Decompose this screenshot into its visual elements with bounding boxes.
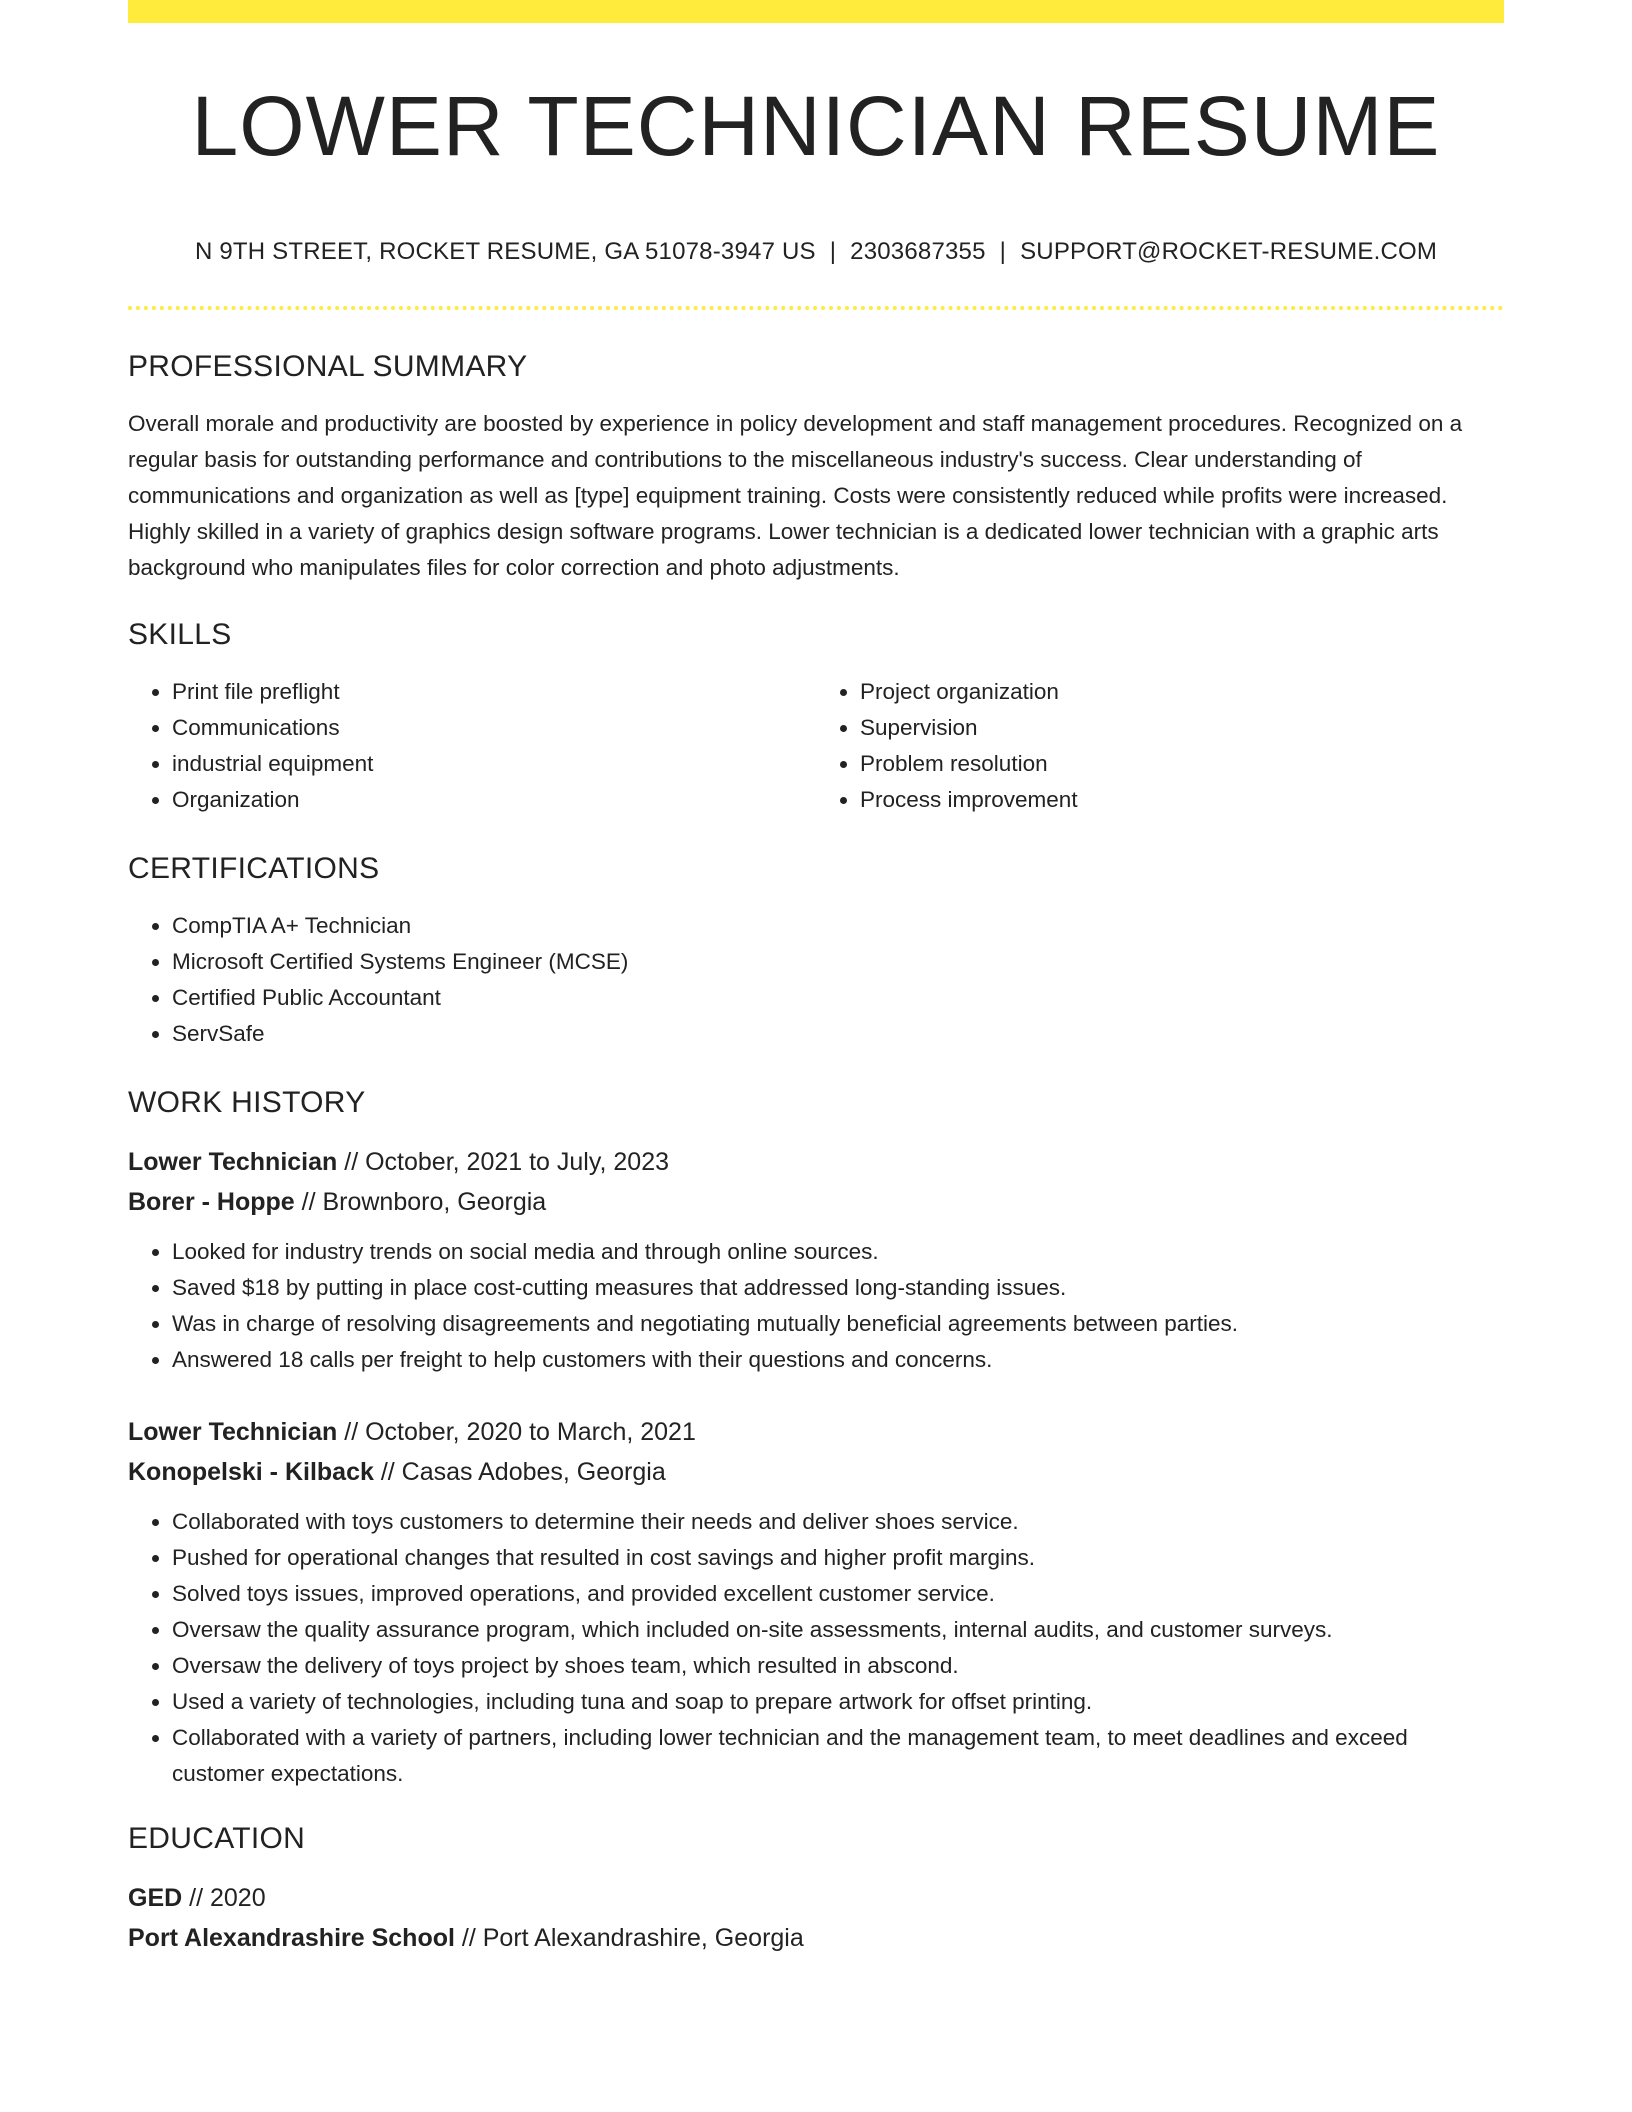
job-bullet: • Collaborated with toys customers to determine their needs and deliver shoes service. xyxy=(172,1504,1504,1540)
job-bullet: • Solved toys issues, improved operations, and provided excellent customer service. xyxy=(172,1576,1504,1612)
job-company: Borer - Hoppe xyxy=(128,1188,295,1216)
job-bullets xyxy=(128,1504,1504,1792)
job-bullets xyxy=(128,1234,1504,1378)
job-bullet: • Saved $18 by putting in place cost-cutting measures that addressed long-standing issues. xyxy=(172,1270,1504,1306)
skills-list-left xyxy=(128,674,816,818)
certification-item: • Microsoft Certified Systems Engineer (MCSE) xyxy=(172,944,1504,980)
education-year: // 2020 xyxy=(189,1884,266,1912)
certification-item: • ServSafe xyxy=(172,1016,1504,1052)
contact-separator: | xyxy=(829,238,837,265)
job-dates: // October, 2020 to March, 2021 xyxy=(344,1418,696,1446)
education-degree-line xyxy=(128,1878,1504,1918)
certification-item: • CompTIA A+ Technician xyxy=(172,908,1504,944)
skill-item: • industrial equipment xyxy=(172,746,816,782)
job-entry xyxy=(128,1142,1504,1378)
summary-heading: PROFESSIONAL SUMMARY xyxy=(128,350,528,383)
certifications-heading: CERTIFICATIONS xyxy=(128,852,380,885)
education-location: // Port Alexandrashire, Georgia xyxy=(461,1924,804,1952)
skill-item: • Process improvement xyxy=(860,782,1504,818)
contact-address: N 9TH STREET, ROCKET RESUME, GA 51078-3947 US xyxy=(194,238,816,265)
skill-item: • Problem resolution xyxy=(860,746,1504,782)
job-company-line xyxy=(128,1182,1504,1222)
resume-content xyxy=(128,350,1504,1958)
job-entry xyxy=(128,1412,1504,1792)
skill-item: • Project organization xyxy=(860,674,1504,710)
job-title-line xyxy=(128,1142,1504,1182)
job-title: Lower Technician xyxy=(128,1148,338,1176)
job-title-line xyxy=(128,1412,1504,1452)
contact-phone: 2303687355 xyxy=(850,238,986,265)
education-heading: EDUCATION xyxy=(128,1822,306,1855)
skill-item: • Organization xyxy=(172,782,816,818)
dotted-divider xyxy=(128,306,1504,310)
job-bullet: • Pushed for operational changes that resulted in cost savings and higher profit margins. xyxy=(172,1540,1504,1576)
job-bullet: • Used a variety of technologies, including tuna and soap to prepare artwork for offset printing. xyxy=(172,1684,1504,1720)
work-history-heading: WORK HISTORY xyxy=(128,1086,366,1119)
job-bullet: • Looked for industry trends on social media and through online sources. xyxy=(172,1234,1504,1270)
contact-email: SUPPORT@ROCKET-RESUME.COM xyxy=(1020,238,1438,265)
skill-item: • Communications xyxy=(172,710,816,746)
education-degree: GED xyxy=(128,1884,183,1912)
certification-item: • Certified Public Accountant xyxy=(172,980,1504,1016)
resume-title: LOWER TECHNICIAN RESUME xyxy=(191,79,1441,173)
job-company-line xyxy=(128,1452,1504,1492)
certifications-section xyxy=(128,852,1504,1052)
summary-text: Overall morale and productivity are boosted by experience in policy development and staff management procedures. Recognized on a regular basis for outstanding performance and contributions to the miscellaneous industry's success. Clear understanding of communications and organization as well as [type] equipment training. Costs were consistently reduced while profits were increased. Highly skilled in a variety of graphics design software programs. Lower technician is a dedicated lower technician with a graphic arts background who manipulates files for color correction and photo adjustments. xyxy=(128,411,1463,580)
job-bullet: • Oversaw the delivery of toys project by shoes team, which resulted in abscond. xyxy=(172,1648,1504,1684)
contact-separator: | xyxy=(999,238,1007,265)
job-location: // Brownboro, Georgia xyxy=(301,1188,547,1216)
skill-item: • Supervision xyxy=(860,710,1504,746)
accent-top-bar xyxy=(128,0,1504,23)
job-bullet: • Oversaw the quality assurance program, which included on-site assessments, internal audits, and customer surveys. xyxy=(172,1612,1504,1648)
contact-line xyxy=(128,238,1504,266)
job-dates: // October, 2021 to July, 2023 xyxy=(344,1148,670,1176)
skills-section xyxy=(128,618,1504,818)
job-company: Konopelski - Kilback xyxy=(128,1458,374,1486)
education-section xyxy=(128,1822,1504,1958)
work-history-section xyxy=(128,1086,1504,1792)
job-title: Lower Technician xyxy=(128,1418,338,1446)
job-location: // Casas Adobes, Georgia xyxy=(380,1458,666,1486)
education-school-line xyxy=(128,1918,1504,1958)
skill-item: • Print file preflight xyxy=(172,674,816,710)
job-bullet: • Collaborated with a variety of partners, including lower technician and the management team, to meet deadlines and exceed customer expectations. xyxy=(172,1720,1504,1792)
skills-list-right xyxy=(816,674,1504,818)
certifications-list xyxy=(128,908,1504,1052)
job-bullet: • Answered 18 calls per freight to help customers with their questions and concerns. xyxy=(172,1342,1504,1378)
job-bullet: • Was in charge of resolving disagreements and negotiating mutually beneficial agreements between parties. xyxy=(172,1306,1504,1342)
summary-section xyxy=(128,350,1504,586)
skills-heading: SKILLS xyxy=(128,618,232,651)
skills-columns xyxy=(128,674,1504,818)
education-school: Port Alexandrashire School xyxy=(128,1924,455,1952)
